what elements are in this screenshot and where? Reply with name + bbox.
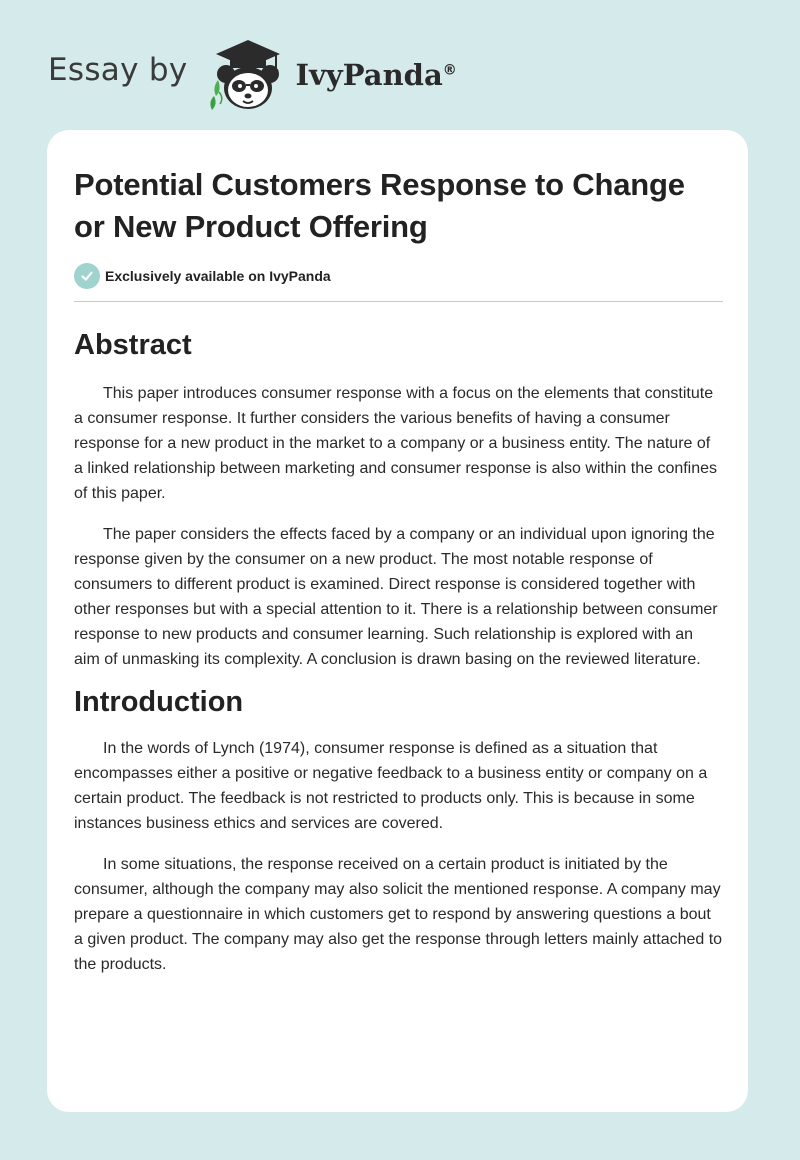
essay-by-label: Essay by xyxy=(48,52,188,88)
abstract-paragraph-1: This paper introduces consumer response with a focus on the elements that constitute a consumer response. It further considers the various benefits of having a consumer response for a new product in the market to a company or a business entity. The nature of a linked relationship between marketing and consumer response is also within the confines of this paper. xyxy=(74,385,718,502)
registered-mark: ® xyxy=(442,62,457,79)
site-header xyxy=(48,34,457,114)
introduction-heading: Introduction xyxy=(74,686,244,718)
exclusive-badge-text: Exclusively available on IvyPanda xyxy=(105,268,331,284)
abstract-paragraph-2: The paper considers the effects faced by a company or an individual upon ignoring the response given by the consumer on a new product. The most notable response of consumers to different product is examined. Direct response is considered together with other responses but with a special attention to it. There is a relationship between consumer response to new products and consumer learning. Such relationship is explored with an aim of unmasking its complexity. A conclusion is drawn basing on the reviewed literature. xyxy=(74,526,718,668)
essay-card xyxy=(47,130,748,1112)
introduction-paragraph-1: In the words of Lynch (1974), consumer response is defined as a situation that encompasses either a positive or negative feedback to a business entity or company on a certain product. The feedback is not restricted to products only. This is because in some instances business ethics and services are covered. xyxy=(74,740,708,832)
brand-name: IvyPanda® xyxy=(295,58,457,92)
ivypanda-logo[interactable] xyxy=(202,34,294,114)
title-divider xyxy=(74,301,723,302)
essay-content xyxy=(74,164,723,977)
checkmark-icon xyxy=(74,263,100,289)
exclusive-badge xyxy=(74,263,723,289)
essay-title: Potential Customers Response to Change or New Product Offering xyxy=(74,167,685,244)
abstract-heading: Abstract xyxy=(74,329,192,361)
introduction-paragraph-2: In some situations, the response received on a certain product is initiated by the consumer, although the company may also solicit the mentioned response. A company may prepare a questionnaire in which customers get to respond by answering questions a bout a given product. The company may also get the response through letters mainly attached to the products. xyxy=(74,856,723,973)
